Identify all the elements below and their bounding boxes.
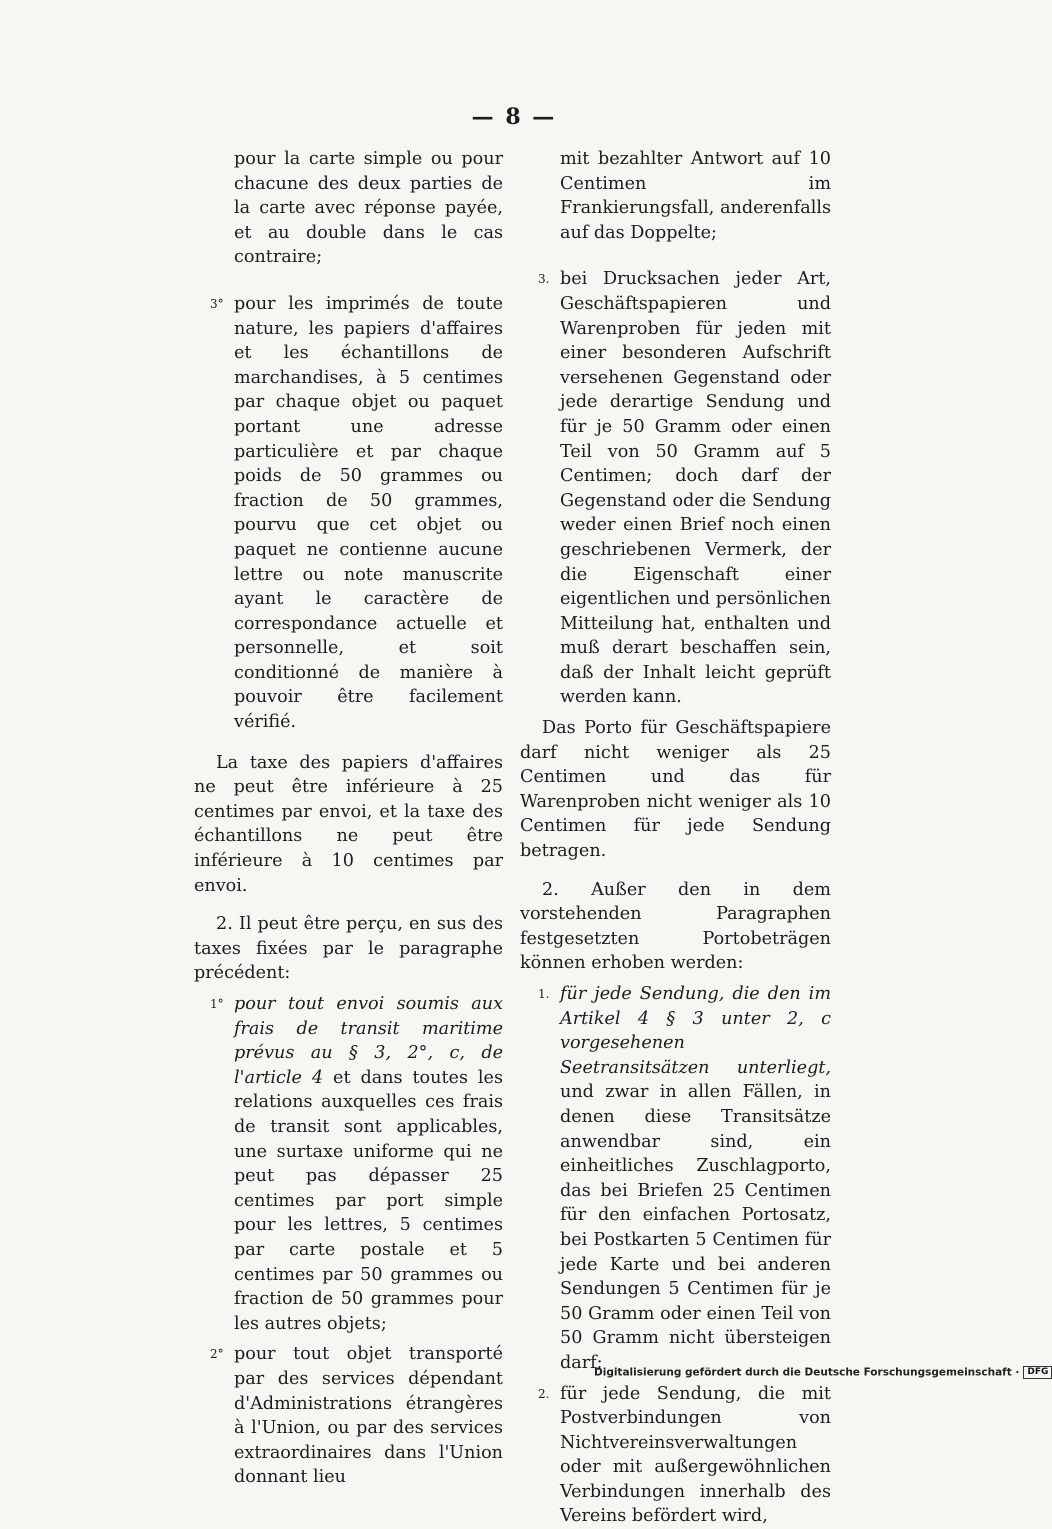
footer-text: Digitalisierung gefördert durch die Deutsche Forschungsgemeinschaft · [594,1367,1019,1379]
de-paragraph-minimum-rates: Das Porto für Geschäftspapiere darf nicht weniger als 25 Centimen und das für Warenproben nicht weniger als 10 Centimen für jede Sendung betragen. [520,716,831,864]
de-subitem-1-number: 1. [538,982,549,1007]
fr-subitem-2-number: 2° [210,1342,224,1367]
fr-subitem-1-number: 1° [210,992,224,1017]
german-column [520,147,831,1529]
fr-item-3-text: pour les imprimés de toute nature, les papiers d'affaires et les échantillons de marchandises, à 5 centimes par chaque objet ou paquet portant une adresse particulière et par chaque poids de 50 grammes ou fraction de 50 grammes, pourvu que cet objet ou paquet ne contienne aucune lettre ou note manuscrite ayant le caractère de correspondance actuelle et personnelle, et soit conditionné de manière à pouvoir être facilement vérifié. [234,294,503,732]
french-column [194,147,503,1490]
fr-paragraph-minimum-rates: La taxe des papiers d'affaires ne peut être inférieure à 25 centimes par envoi, et la taxe des échantillons ne peut être inférieure à 10 centimes par envoi. [194,751,503,899]
de-item-3-number: 3. [538,267,549,292]
digitization-footer [594,1366,994,1379]
de-continuation: mit bezahlter Antwort auf 10 Centimen im Frankierungsfall, anderenfalls auf das Doppelte; [560,147,831,245]
de-subitem-2 [560,1382,831,1529]
de-subitem-1-text: und zwar in allen Fällen, in denen diese Transitsätze anwendbar sind, ein einheitliches Zuschlagporto, das bei Briefen 25 Centimen für den einfachen Portosatz, bei Postkarten 5 Centimen für jede Karte und bei anderen Sendungen 5 Centimen für je 50 Gramm oder einen Teil von 50 Gramm nicht übersteigen darf; [560,1082,831,1373]
de-section-2: 2. Außer den in dem vorstehenden Paragraphen festgesetzten Portobeträgen können erhoben werden: [520,878,831,976]
de-subitem-2-number: 2. [538,1382,549,1407]
page-number: — 8 — [464,104,564,130]
fr-subitem-2 [234,1342,503,1490]
fr-item-3-number: 3° [210,292,224,317]
fr-subitem-1-italic: pour tout envoi soumis aux frais de transit maritime prévus au § 3, 2°, c, de l'article 4 [234,994,503,1088]
fr-item-3 [234,292,503,735]
fr-continuation: pour la carte simple ou pour chacune des deux parties de la carte avec réponse payée, et au double dans le cas contraire; [234,147,503,270]
fr-section-2: 2. Il peut être perçu, en sus des taxes fixées par le paragraphe précédent: [194,912,503,986]
de-item-3 [560,267,831,710]
de-subitem-1 [560,982,831,1376]
de-subitem-2-text: für jede Sendung, die mit Postverbindungen von Nichtvereinsverwaltungen oder mit außergewöhnlichen Verbindungen innerhalb des Vereins befördert wird, [560,1384,831,1527]
dfg-logo: DFG [1023,1366,1052,1379]
fr-subitem-1-text: et dans toutes les relations auxquelles ces frais de transit sont applicables, une surtaxe uniforme qui ne peut pas dépasser 25 centimes par port simple pour les lettres, 5 centimes par carte postale et 5 centimes par 50 grammes ou fraction de 50 grammes pour les autres objets; [234,1068,503,1334]
fr-subitem-1 [234,992,503,1336]
de-item-3-text: bei Drucksachen jeder Art, Geschäftspapieren und Warenproben für jeden mit einer besonderen Aufschrift versehenen Gegenstand oder jede derartige Sendung und für je 50 Gramm oder einen Teil von 50 Gramm auf 5 Centimen; doch darf der Gegenstand oder die Sendung weder einen Brief noch einen geschriebenen Vermerk, der die Eigenschaft einer eigentlichen und persönlichen Mitteilung hat, enthalten und muß derart beschaffen sein, daß der Inhalt leicht geprüft werden kann. [560,269,831,707]
fr-subitem-2-text: pour tout objet transporté par des services dépendant d'Administrations étrangères à l'Union, ou par des services extraordinaires dans l'Union donnant lieu [234,1344,503,1487]
de-subitem-1-italic: für jede Sendung, die den im Artikel 4 § 3 unter 2, c vorgesehenen Seetransitsätzen unterliegt, [560,984,831,1078]
